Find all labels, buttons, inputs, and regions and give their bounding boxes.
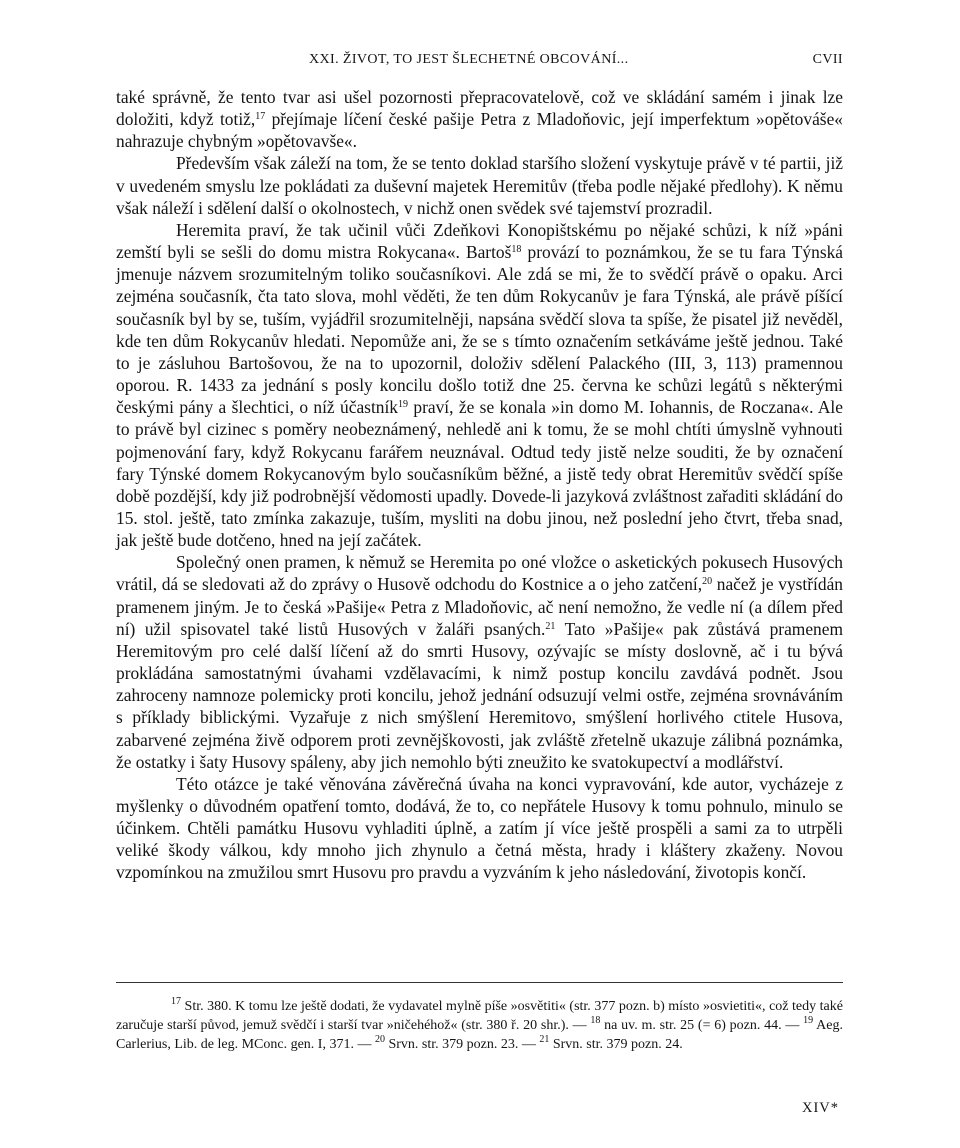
text-run: na uv. m. str. 25 (= 6) pozn. 44. — [600, 1018, 804, 1033]
paragraph [116, 551, 843, 773]
text-run: Především však záleží na tom, že se tento doklad staršího složení vyskytuje právě v té partii, již v uvedeném smyslu lze pokládati za duševní majetek Heremitův (třeba podle nějaké předlohy). K němu však náleží i sdělení další o okolnostech, v nichž onen svědek své tajemství prozradil. [116, 153, 843, 218]
signature-mark: XIV* [801, 1100, 839, 1116]
text-run: provází to poznámkou, že se tu fara Týnská jmenuje názvem srozumitelným toliko současníkovi. Ale zdá se mi, že to svědčí právě o opaku. Arci zejména současník, čta tato slova, mohl věděti, že ten dům Rokycanův je fara Týnská, ale právě píšící současník byl by se, tuším, vyjádřil srozumitelněji, napsána svědčí slova ta spíše, že pisatel již nevěděl, kde ten dům Rokycanův hledati. Nepomůže ani, že se s tímto označením setkáváme ještě jednou. Také to je zásluhou Bartošovou, že na to upozornil, doloživ sdělení Palackého (III, 3, 113) pramennou oporou. R. 1433 za jednání s posly koncilu došlo totiž dne 25. června ke schůzi legátů s některými českými pány a šlechtici, o níž účastník [116, 242, 844, 418]
text-run: také správně, že tento tvar asi ušel pozornosti přepracovatelově, což ve skládání samém i jinak lze doložiti, když totiž, [116, 87, 843, 130]
footnote-separator [116, 982, 843, 983]
text-run: přejímaje líčení české pašije Petra z Mladoňovic, její imperfektum »opětováše« nahrazuje chybným »opětovavše«. [116, 109, 843, 152]
footnotes [116, 997, 843, 1054]
footnote-ref: 19 [803, 1015, 814, 1026]
text-run: Srvn. str. 379 pozn. 24. [549, 1037, 683, 1052]
footnote-ref: 18 [590, 1015, 601, 1026]
page-number: CVII [812, 52, 843, 67]
text-run: načež je vystřídán pramenem jiným. Je to česká »Pašije« Petra z Mladoňovic, ač není nemožno, že vedle ní (a dílem před ní) užil spisovatel také listů Husových v žaláři psaných. [116, 574, 843, 639]
paragraph [116, 86, 843, 152]
paragraph [116, 152, 843, 218]
paragraph [116, 219, 843, 551]
running-head [116, 52, 843, 72]
footnote-ref: 20 [374, 1034, 385, 1045]
footnote-ref: 21 [539, 1034, 550, 1045]
text-run: Srvn. str. 379 pozn. 23. — [384, 1037, 540, 1052]
text-run: Str. 380. K tomu lze ještě dodati, že vydavatel mylně píše »osvětiti« (str. 377 pozn. b) místo »osvietiti«, což tedy také zaručuje starší původ, jemuž svědčí i starší tvar »ničehéhož« (str. 380 ř. 20 shr.). — [116, 999, 843, 1033]
footnote-ref: 19 [398, 399, 408, 411]
footnote-ref: 17 [171, 996, 181, 1007]
footnote-ref: 17 [255, 111, 266, 123]
running-title: XXI. ŽIVOT, TO JEST ŠLECHETNÉ OBCOVÁNÍ... [309, 52, 629, 67]
text-run: Aeg. Carlerius, Lib. de leg. MConc. gen. I, 371. — [116, 1018, 843, 1052]
text-run: praví, že se konala »in domo M. Iohannis, de Roczana«. Ale to právě byl cizinec s poměry neobeznámený, nehledě ani k tomu, že se mohl chtíti úmyslně vyhnouti pojmenování fary, když Rokycanu farářem neuznával. Odtud tedy jistě nelze souditi, že by označení fary Týnské domem Rokycanovým bylo současníkům běžné, a jistě tedy obrat Heremitův svědčí spíše době pozdější, kdy již podrobnější vědomosti upadly. Dovede-li jazyková zvláštnost zařaditi skládání do 15. stol. ještě, tato zmínka zakazuje, tuším, mysliti na dobu jinou, než poslední jeho čtvrt, třeba snad, jak ještě bude dotčeno, hned na její začátek. [116, 397, 843, 551]
text-run: Heremita praví, že tak učinil vůči Zdeňkovi Konopištskému po nějaké schůzi, k níž »páni zemští byli se sešli do domu mistra Rokycana«. Bartoš [116, 219, 843, 263]
footnote-ref: 21 [545, 620, 556, 632]
text-run: Této otázce je také věnována závěrečná úvaha na konci vypravování, kde autor, vycházeje z myšlenky o důvodném opatření tomto, dodává, že to, co nepřátele Husovy k tomu pohnulo, minulo se účinkem. Chtěli památku Husovu vyhladiti úplně, a zatím jí více ještě prospěli a sami za to utrpěli veliké škody válkou, kdy mnoho jich zhynulo a četná města, hrady i kláštery zkaženy. Novou vzpomínkou na zmužilou smrt Husovu pro pravdu a vyzváním k jeho následování, životopis končí. [116, 773, 843, 883]
footnote-ref: 18 [511, 244, 522, 256]
body-text [116, 86, 843, 884]
text-run: Společný onen pramen, k němuž se Heremita po oné vložce o asketických pokusech Husových vrátil, dá se sledovati až do zprávy o Husově odchodu do Kostnice a o jeho zatčení, [116, 552, 843, 595]
text-run: Tato »Pašije« pak zůstává pramenem Heremitovým pro celé další líčení až do smrti Husovy, ozývajíc se místy doslovně, ač i tu bývá prokládána samostatnými úvahami vzdělavacími, k nimž postup koncilu zavdává podnět. Jsou zahroceny namnoze polemicky proti koncilu, jehož jednání odsuzují velmi ostře, zejména srovnáváním s příklady biblickými. Vyzařuje z nich smýšlení Heremitovo, smýšlení horlivého ctitele Husova, zabarvené zejména živě odporem proti zevnějškovosti, jak zvláště zřetelně ukazuje zálibná poznámka, že ostatky i šaty Husovy spáleny, aby jich nemohlo býti zneužito ke svatokupectví a modlářství. [116, 618, 843, 772]
footnote-ref: 20 [702, 576, 713, 588]
paragraph [116, 773, 843, 884]
footnote-paragraph [116, 997, 843, 1054]
